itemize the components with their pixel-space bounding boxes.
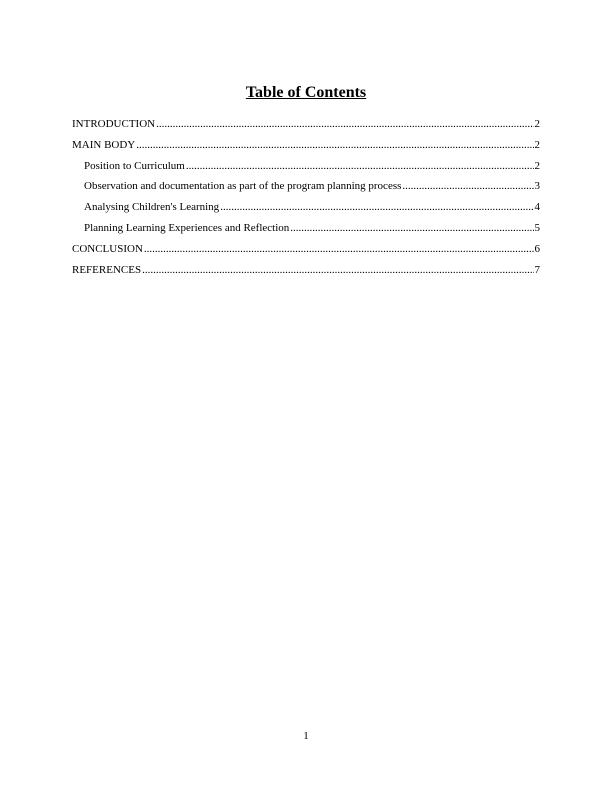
toc-entry-planning-reflection[interactable]	[72, 220, 540, 241]
dot-leader	[220, 199, 533, 215]
page-number: 1	[303, 730, 309, 742]
toc-entry-observation-documentation[interactable]	[72, 178, 540, 199]
toc-entry-conclusion[interactable]	[72, 241, 540, 262]
dot-leader	[186, 158, 534, 174]
toc-entry-page: 2	[534, 159, 540, 172]
toc-entry-page: 3	[534, 180, 540, 193]
dot-leader	[136, 137, 533, 153]
toc-entry-position-to-curriculum[interactable]	[72, 158, 540, 179]
dot-leader	[144, 241, 534, 257]
toc-title: Table of Contents	[245, 84, 367, 101]
toc-entry-label: INTRODUCTION	[72, 118, 156, 130]
toc-entry-label: Analysing Children's Learning	[84, 201, 220, 214]
toc-entry-page: 4	[534, 201, 540, 214]
dot-leader	[142, 262, 533, 278]
toc-entry-label: Position to Curriculum	[84, 159, 185, 172]
toc-list	[72, 116, 540, 282]
toc-entry-references[interactable]	[72, 262, 540, 283]
dot-leader	[156, 116, 533, 132]
toc-entry-analysing-learning[interactable]	[72, 199, 540, 220]
toc-entry-label: CONCLUSION	[72, 242, 143, 255]
toc-entry-label: REFERENCES	[72, 263, 142, 276]
toc-entry-page: 6	[534, 242, 540, 255]
dot-leader	[290, 220, 533, 236]
dot-leader	[402, 178, 533, 194]
toc-entry-main-body[interactable]	[72, 137, 540, 158]
toc-entry-introduction[interactable]	[72, 116, 540, 137]
toc-entry-label: MAIN BODY	[72, 138, 136, 151]
toc-entry-page: 5	[534, 221, 540, 234]
toc-entry-page: 7	[534, 263, 540, 276]
toc-entry-label: Planning Learning Experiences and Reflection	[84, 221, 290, 234]
toc-entry-label: Observation and documentation as part of the program planning process	[84, 180, 402, 193]
toc-entry-page: 2	[534, 118, 540, 130]
toc-entry-page: 2	[534, 138, 540, 151]
